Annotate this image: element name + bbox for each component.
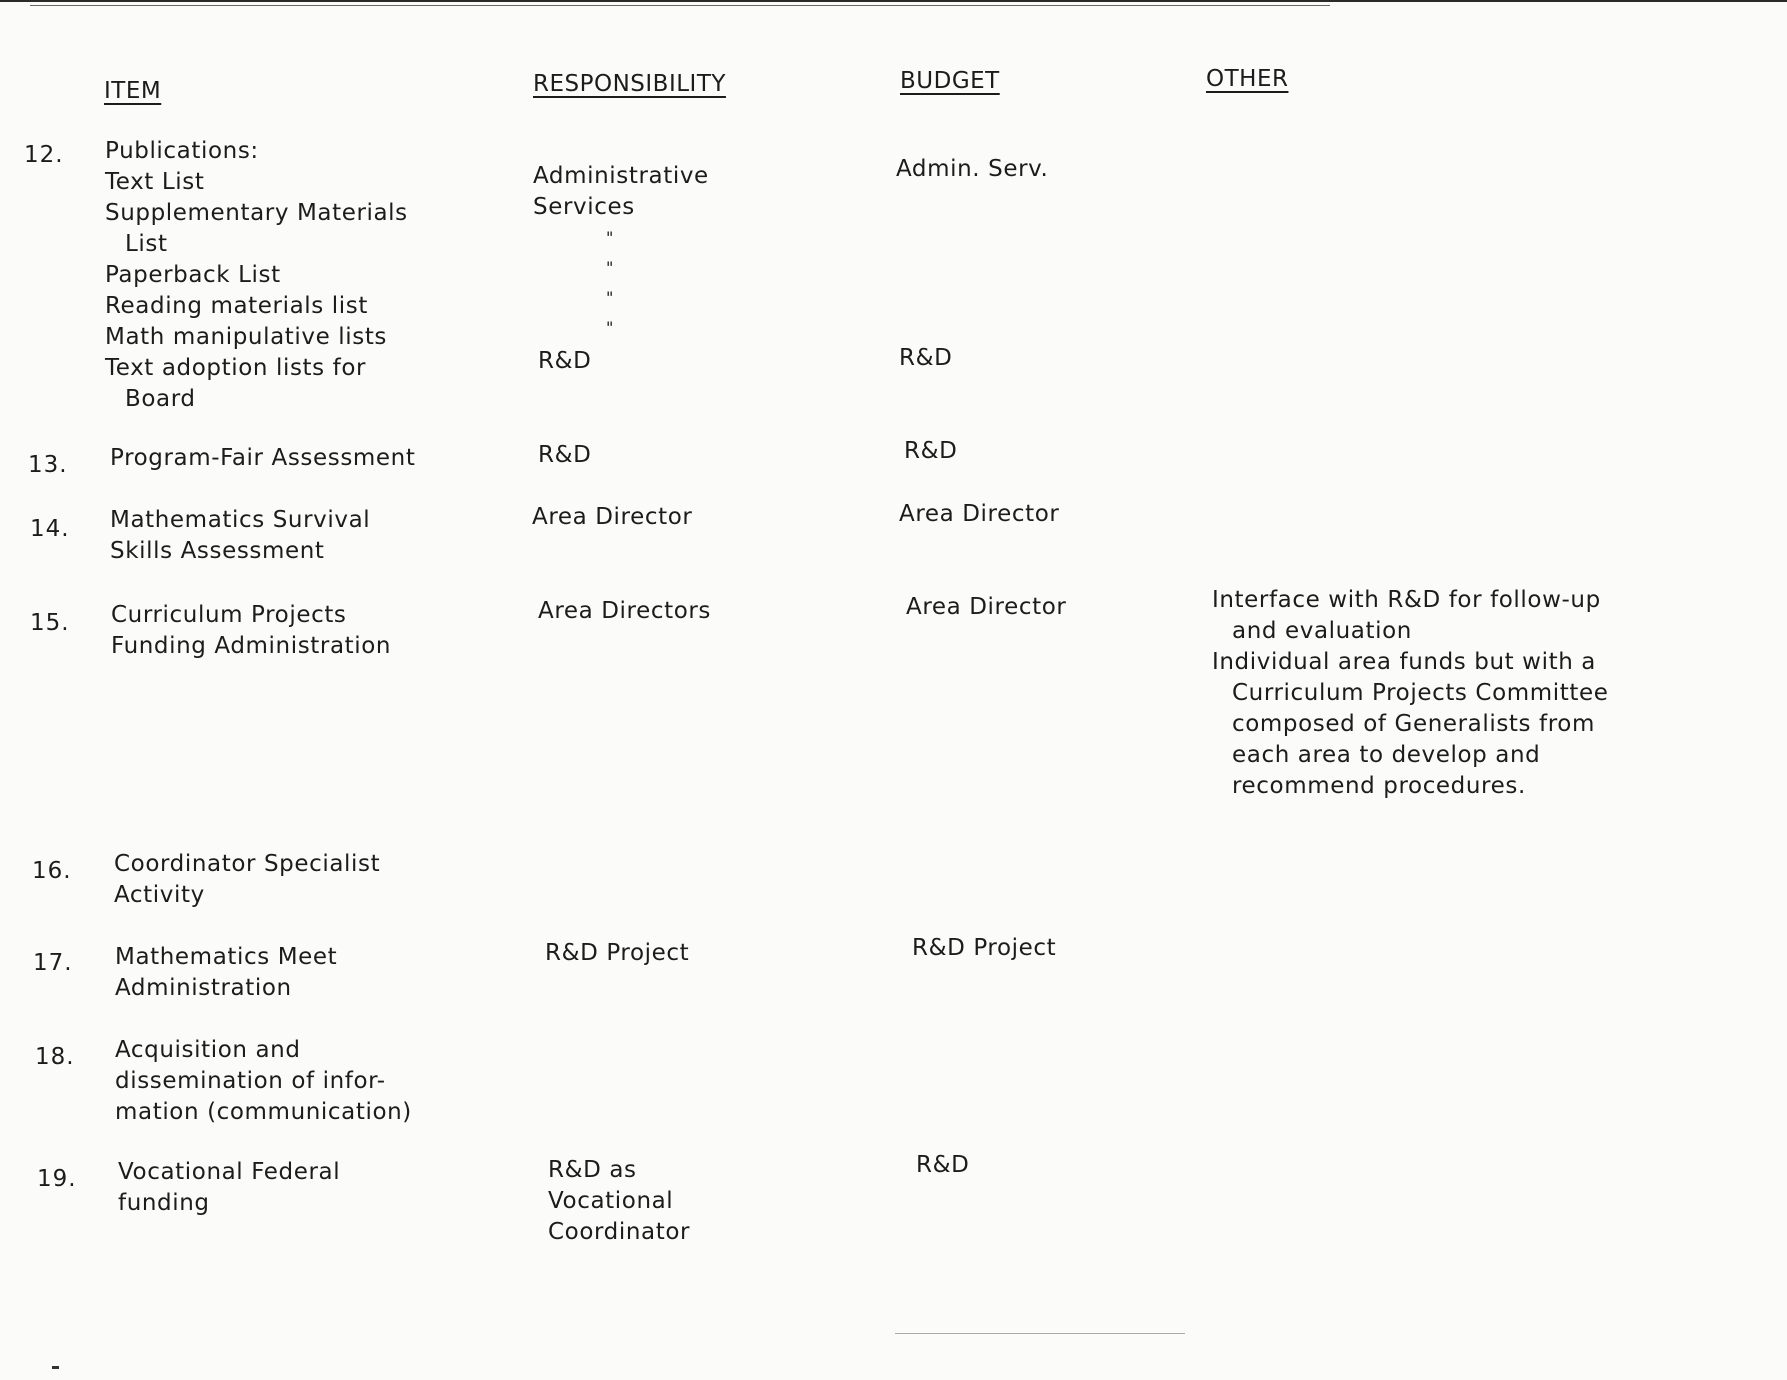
column-header-budget: BUDGET	[900, 68, 1000, 94]
budget-cell: R&D	[904, 438, 958, 464]
ditto-mark: "	[606, 318, 614, 337]
column-header-item: ITEM	[104, 78, 162, 104]
ditto-mark: "	[606, 288, 614, 307]
responsibility-cell: R&D as Vocational Coordinator	[548, 1157, 691, 1245]
budget-cell: Area Director	[906, 594, 1067, 620]
budget-cell: R&D Project	[912, 935, 1057, 961]
row-number: 12.	[24, 142, 64, 168]
budget-cell: Area Director	[899, 501, 1060, 527]
item-cell: Program-Fair Assessment	[110, 445, 416, 471]
item-cell: Vocational Federal funding	[118, 1159, 341, 1216]
row-number: 18.	[35, 1044, 75, 1070]
budget-cell: R&D	[899, 345, 953, 371]
budget-cell: R&D	[916, 1152, 970, 1178]
item-cell: Mathematics Meet Administration	[115, 944, 338, 1001]
row-number: 13.	[28, 452, 68, 478]
ditto-mark: "	[606, 228, 614, 247]
row-number: 15.	[30, 610, 70, 636]
row-number: 16.	[32, 858, 72, 884]
top-border-line-thin	[30, 5, 1330, 6]
responsibility-cell: Area Directors	[538, 598, 712, 624]
ditto-mark: "	[606, 258, 614, 277]
scan-speck	[52, 1366, 59, 1369]
column-header-other: OTHER	[1206, 66, 1289, 92]
row-number: 14.	[30, 516, 70, 542]
row-number: 19.	[37, 1166, 77, 1192]
item-cell: Curriculum Projects Funding Administration	[111, 602, 392, 659]
scan-artifact-line	[895, 1333, 1185, 1334]
row-number: 17.	[33, 950, 73, 976]
responsibility-cell: R&D	[538, 442, 592, 468]
responsibility-cell: R&D	[538, 348, 592, 374]
responsibility-cell: R&D Project	[545, 940, 690, 966]
other-cell: Interface with R&D for follow-up and evaluation Individual area funds but with a Curriculum Projects Committee composed of Generalists from each area to develop and recommend procedures.	[1212, 587, 1609, 799]
item-cell: Coordinator Specialist Activity	[114, 851, 381, 908]
item-cell: Mathematics Survival Skills Assessment	[110, 507, 371, 564]
responsibility-cell: Area Director	[532, 504, 693, 530]
column-header-responsibility: RESPONSIBILITY	[533, 71, 726, 97]
top-border-line	[0, 0, 1787, 2]
budget-cell: Admin. Serv.	[896, 156, 1049, 182]
item-cell: Acquisition and dissemination of infor- mation (communication)	[115, 1037, 412, 1125]
item-cell: Publications: Text List Supplementary Materials List Paperback List Reading materials list Math manipulative lists Text adoption lists for Board	[105, 138, 408, 412]
responsibility-cell: Administrative Services	[533, 163, 709, 220]
